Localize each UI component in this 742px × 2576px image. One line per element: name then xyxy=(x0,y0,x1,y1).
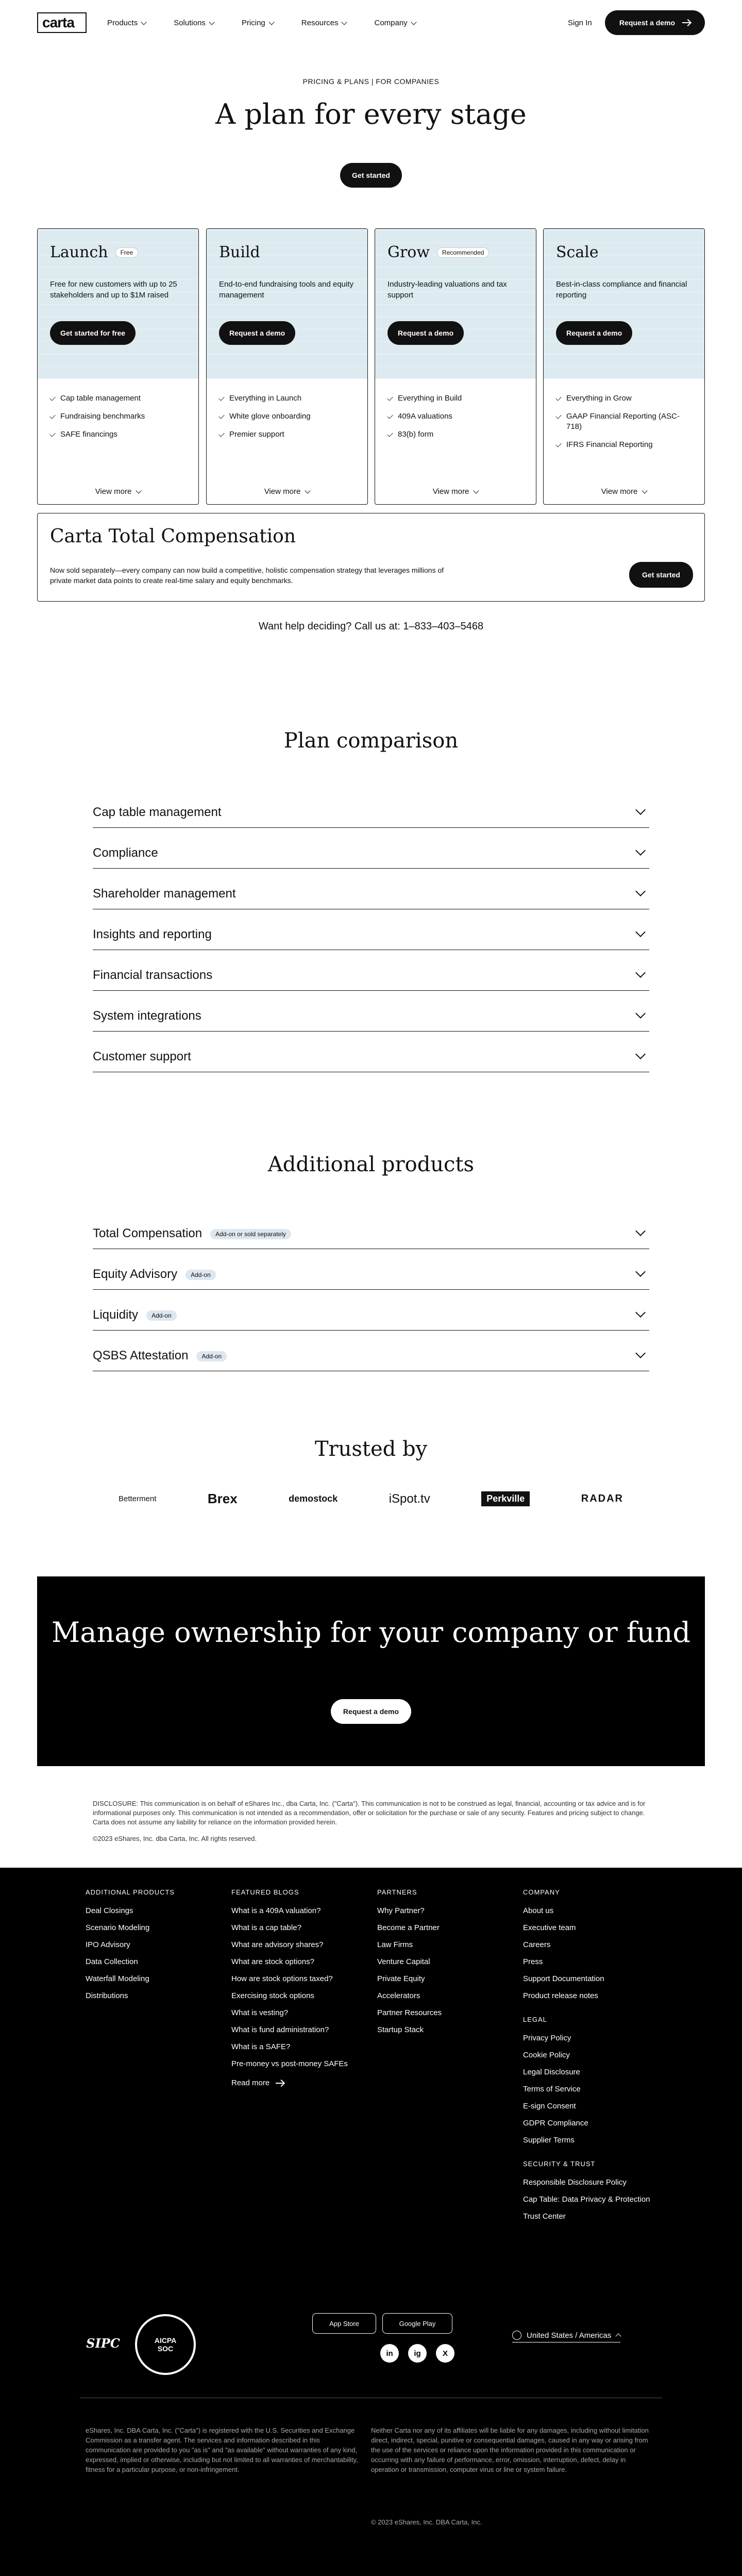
sipc-badge: SIPC xyxy=(86,2335,120,2351)
check-icon xyxy=(218,431,224,437)
footer-link[interactable]: Terms of Service xyxy=(523,2085,581,2093)
check-icon xyxy=(555,395,561,401)
footer-col-title: SECURITY & TRUST xyxy=(523,2160,596,2168)
plan-cta-button[interactable]: Request a demo xyxy=(219,321,295,345)
plan-tag: Free xyxy=(115,247,139,258)
logo-radar: RADAR xyxy=(581,1493,623,1504)
logo-perkville: Perkville xyxy=(481,1491,530,1506)
footer-link[interactable]: Legal Disclosure xyxy=(523,2068,580,2076)
accordion-label-text: QSBS Attestation xyxy=(93,1349,189,1362)
footer-link[interactable]: Executive team xyxy=(523,1923,576,1932)
nav-company[interactable] xyxy=(374,19,415,27)
plan-features xyxy=(38,379,198,440)
chevron-down-icon xyxy=(635,1226,646,1236)
chevron-down-icon xyxy=(635,886,646,896)
plan-description: Industry-leading valuations and tax support xyxy=(387,280,507,300)
check-icon xyxy=(555,441,561,447)
x-twitter-icon[interactable]: X xyxy=(436,2344,454,2363)
footer-col-title: PARTNERS xyxy=(377,1888,417,1896)
chevron-down-icon xyxy=(635,1348,646,1358)
footer-legal-right: Neither Carta nor any of its affiliates will be liable for any damages, including without limitation direct, indirect, special, punitive or consequential damages, caused in any way or arising from the use of the services or reliance upon the information provided in this communication or occurring with any failure of performance, error, omission, interruption, defect, delay in operation or transmission, computer virus or line or system failure. xyxy=(371,2427,649,2473)
footer-link[interactable]: Support Documentation xyxy=(523,1974,604,1983)
site-header xyxy=(0,0,742,46)
check-icon xyxy=(387,413,393,419)
chevron-down-icon xyxy=(635,927,646,937)
footer-link[interactable]: Cookie Policy xyxy=(523,2051,570,2059)
chevron-down-icon xyxy=(342,19,347,25)
globe-icon xyxy=(512,2331,521,2340)
footer-link[interactable]: Partner Resources xyxy=(377,2008,442,2017)
footer-link[interactable]: Scenario Modeling xyxy=(86,1923,150,1932)
view-more-button[interactable] xyxy=(207,487,367,496)
plan-features xyxy=(375,379,536,440)
chevron-down-icon xyxy=(635,1008,646,1019)
plan-name xyxy=(219,243,355,261)
view-more-button[interactable] xyxy=(375,487,536,496)
check-icon xyxy=(555,413,561,419)
check-icon xyxy=(49,395,55,401)
footer-col-company xyxy=(523,1888,667,2229)
footer-link[interactable]: What is vesting? xyxy=(231,2008,289,2017)
chevron-down-icon xyxy=(136,488,142,493)
footer-col-title: FEATURED BLOGS xyxy=(231,1888,299,1896)
feature-item xyxy=(219,393,355,404)
customer-logos xyxy=(119,1491,623,1507)
view-more-label: View more xyxy=(432,487,469,496)
chevron-down-icon xyxy=(642,488,648,493)
accordion-label xyxy=(93,1349,227,1363)
chevron-down-icon xyxy=(635,1307,646,1318)
page-title: A plan for every stage xyxy=(215,98,527,130)
footer-link[interactable]: Privacy Policy xyxy=(523,2034,571,2042)
read-more-link[interactable] xyxy=(231,2079,348,2087)
plan-cta-button[interactable]: Request a demo xyxy=(387,321,464,345)
accordion-row[interactable] xyxy=(93,1208,649,1249)
logo-brex: Brex xyxy=(207,1491,238,1506)
footer-col-title: COMPANY xyxy=(523,1888,560,1896)
hero-eyebrow: PRICING & PLANS | FOR COMPANIES xyxy=(302,77,440,86)
total-comp-get-started-button[interactable]: Get started xyxy=(629,562,693,588)
plan-name-text: Launch xyxy=(50,243,108,261)
feature-item xyxy=(219,429,355,440)
addon-badge: Add-on xyxy=(196,1351,227,1361)
feature-text: 83(b) form xyxy=(398,430,434,439)
google-play-badge[interactable]: Google Play xyxy=(382,2313,452,2334)
footer-link[interactable]: Exercising stock options xyxy=(231,1991,314,2000)
nav-label: Company xyxy=(374,19,408,27)
request-demo-button[interactable] xyxy=(605,10,705,35)
chevron-up-icon xyxy=(616,2333,621,2339)
plan-description: Best-in-class compliance and financial reporting xyxy=(556,280,687,300)
cta-request-demo-button[interactable]: Request a demo xyxy=(331,1699,411,1724)
footer-link[interactable]: About us xyxy=(523,1906,554,1915)
footer-col-title: LEGAL xyxy=(523,2016,547,2023)
plan-comparison-accordion xyxy=(93,787,649,1072)
accordion-row[interactable] xyxy=(93,828,649,869)
footer-link[interactable]: Accelerators xyxy=(377,1991,420,2000)
plan-name-text: Grow xyxy=(387,243,430,261)
feature-text: Cap table management xyxy=(60,394,141,403)
plan-description: End-to-end fundraising tools and equity management xyxy=(219,280,354,300)
plan-name xyxy=(387,243,524,261)
accordion-label-text: Total Compensation xyxy=(93,1226,203,1240)
footer-col-title: ADDITIONAL PRODUCTS xyxy=(86,1888,175,1896)
accordion-label xyxy=(93,1308,177,1322)
accordion-row[interactable] xyxy=(93,1290,649,1331)
addon-badge: Add-on or sold separately xyxy=(210,1229,291,1239)
view-more-button[interactable] xyxy=(544,487,704,496)
footer-link[interactable]: What is a SAFE? xyxy=(231,2042,291,2051)
check-icon xyxy=(218,413,224,419)
feature-text: Premier support xyxy=(229,430,284,439)
accordion-label-text: Liquidity xyxy=(93,1308,139,1322)
nav-label: Resources xyxy=(301,19,339,27)
plan-features xyxy=(207,379,367,440)
accordion-label xyxy=(93,1267,216,1282)
feature-item xyxy=(556,440,692,450)
view-more-label: View more xyxy=(601,487,638,496)
plan-name-text: Scale xyxy=(556,243,599,261)
feature-text: IFRS Financial Reporting xyxy=(566,440,653,449)
nav-label: Pricing xyxy=(241,19,265,27)
check-icon xyxy=(218,395,224,401)
accordion-row[interactable] xyxy=(93,1032,649,1072)
plan-comparison-title: Plan comparison xyxy=(283,729,459,753)
footer-link[interactable]: What is fund administration? xyxy=(231,2025,329,2034)
footer-link[interactable]: Startup Stack xyxy=(377,2025,424,2034)
view-more-button[interactable] xyxy=(38,487,198,496)
feature-item xyxy=(50,411,186,422)
feature-item xyxy=(556,393,692,404)
feature-item xyxy=(387,429,524,440)
total-compensation-card xyxy=(37,513,705,602)
feature-item xyxy=(50,393,186,404)
plan-description: Free for new customers with up to 25 stakeholders and up to $1M raised xyxy=(50,280,177,300)
get-started-button[interactable]: Get started xyxy=(340,163,402,188)
feature-item xyxy=(556,411,692,432)
footer-col-blogs xyxy=(231,1888,348,2096)
plan-card-build xyxy=(206,228,368,505)
footer-link[interactable]: Deal Closings xyxy=(86,1906,133,1915)
footer-link[interactable]: What is a 409A valuation? xyxy=(231,1906,321,1915)
accordion-row[interactable] xyxy=(93,1249,649,1290)
footer-link[interactable]: Product release notes xyxy=(523,1991,598,2000)
plan-name xyxy=(50,243,186,261)
plan-cta-button[interactable]: Get started for free xyxy=(50,321,136,345)
feature-item xyxy=(387,411,524,422)
plan-name-text: Build xyxy=(219,243,260,261)
disclosure-text xyxy=(93,1799,649,1843)
footer-link[interactable]: Data Collection xyxy=(86,1957,138,1966)
nav-pricing[interactable] xyxy=(242,19,274,27)
accordion-label: Compliance xyxy=(93,846,158,860)
feature-item xyxy=(387,393,524,404)
feature-text: 409A valuations xyxy=(398,412,452,421)
logo-betterment: Betterment xyxy=(119,1494,157,1503)
footer-link[interactable]: Responsible Disclosure Policy xyxy=(523,2178,627,2187)
footer-link[interactable]: Pre-money vs post-money SAFEs xyxy=(231,2059,348,2068)
feature-text: Everything in Grow xyxy=(566,394,632,403)
cta-banner xyxy=(37,1576,705,1766)
footer-link[interactable]: Law Firms xyxy=(377,1940,413,1949)
nav-label: Solutions xyxy=(174,19,206,27)
copyright-text: ©2023 eShares, Inc. dba Carta, Inc. All rights reserved. xyxy=(93,1835,257,1842)
footer-link[interactable]: What is a cap table? xyxy=(231,1923,301,1932)
chevron-down-icon xyxy=(209,19,214,25)
check-icon xyxy=(387,431,393,437)
footer-link[interactable]: Press xyxy=(523,1957,543,1966)
nav-resources[interactable] xyxy=(301,19,347,27)
additional-products-accordion xyxy=(93,1208,649,1371)
chevron-down-icon xyxy=(474,488,479,493)
total-comp-description: Now sold separately—every company can now build a competitive, holistic compensation strategy that leverages millions of private market data points to create real-time salary and equity benchmarks. xyxy=(50,566,444,585)
plan-card-header xyxy=(375,229,536,379)
chevron-down-icon xyxy=(635,1267,646,1277)
read-more-label: Read more xyxy=(231,2079,270,2087)
feature-text: GAAP Financial Reporting (ASC-718) xyxy=(566,412,680,431)
accordion-row[interactable] xyxy=(93,991,649,1032)
plan-name xyxy=(556,243,692,261)
footer-copyright: © 2023 eShares, Inc. DBA Carta, Inc. xyxy=(371,2518,482,2526)
cta-title: Manage ownership for your company or fund xyxy=(52,1616,690,1649)
feature-text: Everything in Launch xyxy=(229,394,302,403)
disclosure-body: DISCLOSURE: This communication is on behalf of eShares Inc., dba Carta, Inc. ("Carta"). This communication is not to be construed as legal, financial, accounting or tax advice and is for informational purposes only. This communication is not intended as a recommendation, offer or solicitation for the purchase or sale of any security. Features and pricing subject to change. Carta does not assume any liability for reliance on the information provided herein. xyxy=(93,1800,646,1826)
accordion-label: Shareholder management xyxy=(93,887,236,901)
feature-text: SAFE financings xyxy=(60,430,117,439)
site-footer xyxy=(0,1868,742,2576)
accordion-row[interactable] xyxy=(93,950,649,991)
footer-col-partners xyxy=(377,1888,442,2042)
plan-tag: Recommended xyxy=(437,247,489,258)
button-label: Request a demo xyxy=(619,19,676,27)
plan-card-header xyxy=(544,229,704,379)
chevron-down-icon xyxy=(268,19,274,25)
check-icon xyxy=(49,413,55,419)
footer-link[interactable]: Why Partner? xyxy=(377,1906,425,1915)
accordion-label: Cap table management xyxy=(93,805,222,819)
footer-link[interactable]: E-sign Consent xyxy=(523,2102,576,2110)
main-nav xyxy=(107,19,416,27)
arrow-right-icon xyxy=(276,2083,284,2084)
accordion-label: Financial transactions xyxy=(93,968,213,982)
accordion-label xyxy=(93,1226,291,1241)
feature-item xyxy=(219,411,355,422)
feature-text: Everything in Build xyxy=(398,394,462,403)
footer-link[interactable]: Become a Partner xyxy=(377,1923,440,1932)
app-store-badge[interactable]: App Store xyxy=(312,2313,376,2334)
plan-card-header xyxy=(38,229,198,379)
chevron-down-icon xyxy=(635,845,646,856)
feature-text: White glove onboarding xyxy=(229,412,311,421)
view-more-label: View more xyxy=(264,487,301,496)
view-more-label: View more xyxy=(95,487,132,496)
carta-logo[interactable]: carta xyxy=(37,12,87,33)
footer-link[interactable]: Distributions xyxy=(86,1991,128,2000)
footer-col-additional xyxy=(86,1888,175,2008)
check-icon xyxy=(49,431,55,437)
sign-in-link[interactable]: Sign In xyxy=(568,19,592,27)
locale-label: United States / Americas xyxy=(527,2331,612,2340)
chevron-down-icon xyxy=(635,1049,646,1059)
nav-label: Products xyxy=(107,19,138,27)
footer-link[interactable]: Supplier Terms xyxy=(523,2136,575,2145)
footer-link[interactable]: Careers xyxy=(523,1940,551,1949)
plan-card-launch xyxy=(37,228,199,505)
plan-cta-button[interactable]: Request a demo xyxy=(556,321,632,345)
addon-badge: Add-on xyxy=(146,1310,177,1321)
aicpa-soc-badge: AICPA SOC xyxy=(135,2314,196,2375)
footer-legal-left: eShares, Inc. DBA Carta, Inc. ("Carta") is registered with the U.S. Securities and Exchange Commission as a transfer agent. The services and information described in this communication are provided to you "as is" and "as available" without warranties of any kind, expressed, implied or otherwise, including but not limited to all warranties of merchantability, fitness for a particular purpose, or non-infringement. xyxy=(86,2427,358,2473)
linkedin-icon[interactable]: in xyxy=(380,2344,399,2363)
footer-link[interactable]: Venture Capital xyxy=(377,1957,430,1966)
plan-card-header xyxy=(207,229,367,379)
nav-products[interactable] xyxy=(107,19,146,27)
accordion-label: Customer support xyxy=(93,1050,191,1063)
footer-link[interactable]: Private Equity xyxy=(377,1974,425,1983)
accordion-row[interactable] xyxy=(93,787,649,828)
nav-solutions[interactable] xyxy=(174,19,214,27)
addon-badge: Add-on xyxy=(185,1270,216,1280)
accordion-label: System integrations xyxy=(93,1009,201,1023)
footer-link[interactable]: Trust Center xyxy=(523,2212,566,2221)
instagram-icon[interactable]: ig xyxy=(408,2344,427,2363)
accordion-label: Insights and reporting xyxy=(93,927,212,941)
plan-card-grow xyxy=(375,228,536,505)
arrow-right-icon xyxy=(682,22,690,23)
footer-link[interactable]: IPO Advisory xyxy=(86,1940,130,1949)
footer-link[interactable]: Waterfall Modeling xyxy=(86,1974,149,1983)
total-comp-title: Carta Total Compensation xyxy=(50,526,296,547)
accordion-row[interactable] xyxy=(93,1331,649,1371)
logo-ispot: iSpot.tv xyxy=(389,1491,430,1506)
footer-link[interactable]: What are advisory shares? xyxy=(231,1940,324,1949)
logo-demostock: demostock xyxy=(289,1493,338,1504)
additional-products-title: Additional products xyxy=(267,1153,475,1176)
feature-text: Fundraising benchmarks xyxy=(60,412,145,421)
accordion-row[interactable] xyxy=(93,869,649,909)
footer-link[interactable]: Cap Table: Data Privacy & Protection xyxy=(523,2195,650,2204)
footer-link[interactable]: How are stock options taxed? xyxy=(231,1974,333,1983)
chevron-down-icon xyxy=(635,805,646,815)
feature-item xyxy=(50,429,186,440)
accordion-row[interactable] xyxy=(93,909,649,950)
plan-card-scale xyxy=(543,228,705,505)
chevron-down-icon xyxy=(635,968,646,978)
locale-selector[interactable] xyxy=(512,2331,620,2342)
chevron-down-icon xyxy=(141,19,147,25)
plan-features xyxy=(544,379,704,450)
accordion-label-text: Equity Advisory xyxy=(93,1267,178,1281)
help-phone-text[interactable]: Want help deciding? Call us at: 1–833–403–5468 xyxy=(258,621,484,632)
trusted-by-title: Trusted by xyxy=(314,1437,428,1461)
check-icon xyxy=(387,395,393,401)
footer-link[interactable]: What are stock options? xyxy=(231,1957,314,1966)
footer-link[interactable]: GDPR Compliance xyxy=(523,2119,588,2128)
chevron-down-icon xyxy=(411,19,416,25)
chevron-down-icon xyxy=(305,488,311,493)
